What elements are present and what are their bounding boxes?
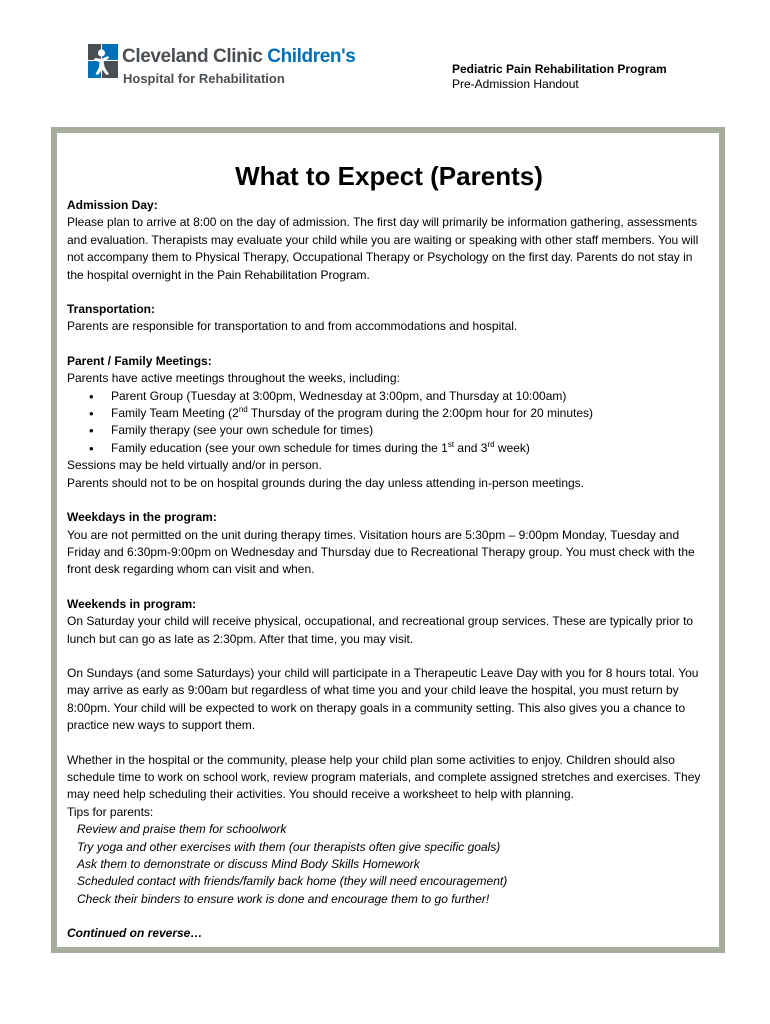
section-transportation xyxy=(67,301,711,336)
section-meetings xyxy=(67,353,711,492)
section-heading: Parent / Family Meetings: xyxy=(67,353,212,368)
section-tips xyxy=(67,804,711,908)
section-body: On Sundays (and some Saturdays) your child will participate in a Therapeutic Leave Day with you for 8 hours total. You may arrive as early as 9:00am but regardless of what time you and your child leave the hospital, you must return by 8:00pm. Your child will be expected to work on therapy goals in a community setting. This also gives you a chance to practice new ways to support them. xyxy=(67,665,699,733)
logo-wordmark: Cleveland Clinic Children's xyxy=(122,46,356,67)
section-admission xyxy=(67,197,711,284)
section-weekends xyxy=(67,596,711,804)
list-item: • Family Team Meeting (2nd Thursday of the program during the 2:00pm hour for 20 minutes) xyxy=(89,405,711,422)
section-note: Sessions may be held virtually and/or in person. xyxy=(67,458,322,473)
tip-item: Review and praise them for schoolwork xyxy=(77,822,287,837)
section-weekdays xyxy=(67,509,711,579)
header-program-info xyxy=(452,62,752,92)
section-heading: Admission Day: xyxy=(67,198,158,212)
section-body: Parents are responsible for transportation to and from accommodations and hospital. xyxy=(67,319,518,334)
logo-subtitle: Hospital for Rehabilitation xyxy=(123,71,285,86)
list-item: • Parent Group (Tuesday at 3:00pm, Wednesday at 3:00pm, and Thursday at 10:00am) xyxy=(89,388,711,405)
list-item: • Family therapy (see your own schedule for times) xyxy=(89,422,711,439)
content-frame xyxy=(51,127,725,953)
section-note: Parents should not to be on hospital grounds during the day unless attending in-person meetings. xyxy=(67,475,585,490)
meetings-list xyxy=(89,388,711,458)
tip-item: Scheduled contact with friends/family back home (they will need encouragement) xyxy=(77,874,508,889)
tip-item: Check their binders to ensure work is done and encourage them to go further! xyxy=(77,891,490,906)
tips-heading: Tips for parents: xyxy=(67,804,154,819)
document-title: What to Expect (Parents) xyxy=(235,161,543,191)
tip-item: Try yoga and other exercises with them (our therapists often give specific goals) xyxy=(77,839,501,854)
section-heading: Weekends in program: xyxy=(67,596,197,611)
section-body: You are not permitted on the unit during therapy times. Visitation hours are 5:30pm – 9:00pm Monday, Tuesday and Friday and 6:30pm-9:00pm on Wednesday and Thursday due to Recreational Therapy group. You must check with the front desk regarding whom can visit and when. xyxy=(67,527,695,577)
section-heading: Transportation: xyxy=(67,302,156,317)
handout-type: Pre-Admission Handout xyxy=(452,77,579,91)
program-name: Pediatric Pain Rehabilitation Program xyxy=(452,62,667,76)
section-intro: Parents have active meetings throughout the weeks, including: xyxy=(67,371,400,386)
section-body: On Saturday your child will receive physical, occupational, and recreational group services. These are typically prior to lunch but can go as late as 2:30pm. After that time, you may visit. xyxy=(67,614,694,646)
continued-note: Continued on reverse… xyxy=(67,926,203,941)
tip-item: Ask them to demonstrate or discuss Mind Body Skills Homework xyxy=(77,857,420,871)
section-body: Please plan to arrive at 8:00 on the day of admission. The first day will primarily be information gathering, assessments and evaluation. Therapists may evaluate your child while you are waiting or speaking with other staff members. You will not accompany them to Physical Therapy, Occupational Therapy or Psychology on the first day. Parents do not stay in the hospital overnight in the Pain Rehabilitation Program. xyxy=(67,215,699,282)
list-item: • Family education (see your own schedule for times during the 1st and 3rd week) xyxy=(89,440,711,457)
document-body xyxy=(67,133,711,943)
section-heading: Weekdays in the program: xyxy=(67,510,217,525)
child-figure-logo-icon xyxy=(88,44,118,78)
section-body: Whether in the hospital or the community, please help your child plan some activities to enjoy. Children should also schedule time to work on school work, review program materials, and complete assigned stretches and exercises. They may need help scheduling their activities. You should receive a worksheet to help with planning. xyxy=(67,752,701,802)
